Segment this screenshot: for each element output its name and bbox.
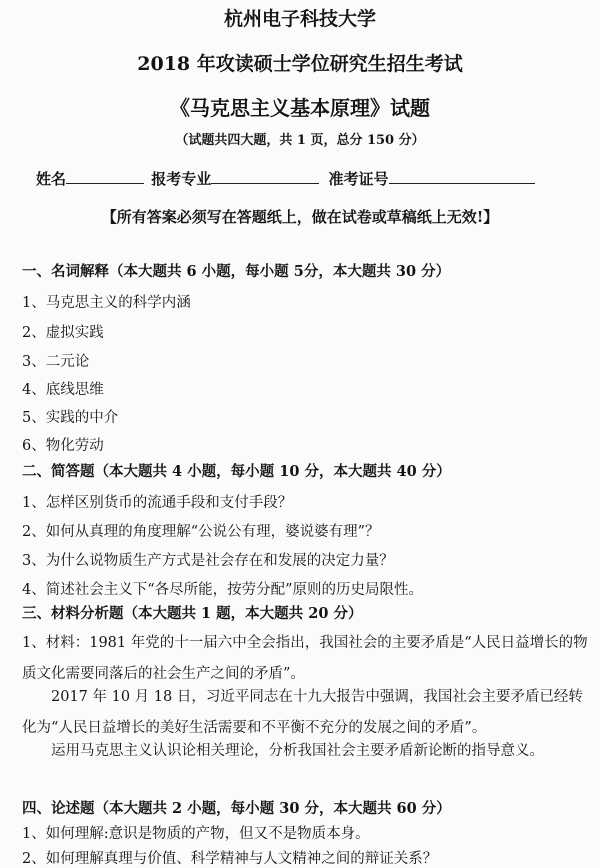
material-question: 运用马克思主义认识论相关理论，分析我国社会主要矛盾新论断的指导意义。: [51, 743, 544, 759]
list-item: 6、物化劳动: [22, 438, 104, 454]
material-paragraph-2: 2017 年 10 月 18 日，习近平同志在十九大报告中强调，我国社会主要矛盾已经转化为“人民日益增长的美好生活需要和不平衡不充分的发展之间的矛盾”。: [22, 689, 583, 736]
list-item: 2、如何理解真理与价值、科学精神与人文精神之间的辩证关系？: [22, 851, 438, 867]
list-item: 2、虚拟实践: [22, 325, 104, 341]
list-item: 2、如何从真理的角度理解“公说公有理，婆说婆有理”？: [22, 524, 380, 540]
subject-title: 《马克思主义基本原理》试题: [170, 96, 430, 120]
major-label: 报考专业: [151, 170, 212, 188]
ticket-label: 准考证号: [328, 170, 389, 188]
material-paragraph-1: 1、材料：1981 年党的十一届六中全会指出，我国社会的主要矛盾是“人民日益增长的物质文化需要同落后的社会生产之间的矛盾”。: [22, 635, 588, 682]
section-4-title: 四、论述题（本大题共 2 小题，每小题 30 分，本大题共 60 分）: [22, 800, 451, 817]
ticket-blank: [389, 169, 535, 184]
exam-note: （试题共四大题，共 1 页，总分 150 分）: [175, 133, 425, 148]
section-2-title: 二、简答题（本大题共 4 小题，每小题 10 分，本大题共 40 分）: [22, 463, 451, 480]
list-item: 3、为什么说物质生产方式是社会存在和发展的决定力量？: [22, 553, 394, 569]
section-3-title: 三、材料分析题（本大题共 1 题，本大题共 20 分）: [22, 605, 363, 622]
name-label: 姓名: [36, 170, 67, 188]
exam-title: 2018 年攻读硕士学位研究生招生考试: [137, 53, 463, 75]
list-item: 5、实践的中介: [22, 410, 119, 426]
section-1-title: 一、名词解释（本大题共 6 小题，每小题 5分，本大题共 30 分）: [22, 263, 451, 280]
list-item: 1、如何理解:意识是物质的产物，但又不是物质本身。: [22, 826, 370, 842]
list-item: 3、二元论: [22, 354, 90, 370]
candidate-fields: [36, 168, 596, 189]
list-item: 4、简述社会主义下“各尽所能，按劳分配”原则的历史局限性。: [22, 582, 424, 598]
major-blank: [211, 169, 319, 184]
university-title: 杭州电子科技大学: [223, 8, 376, 30]
list-item: 1、马克思主义的科学内涵: [22, 295, 191, 311]
list-item: 1、怎样区别货币的流通手段和支付手段？: [22, 495, 293, 511]
list-item: 4、底线思维: [22, 382, 104, 398]
answer-warning: 【所有答案必须写在答题纸上，做在试卷或草稿纸上无效!】: [101, 208, 499, 226]
name-blank: [66, 169, 144, 184]
